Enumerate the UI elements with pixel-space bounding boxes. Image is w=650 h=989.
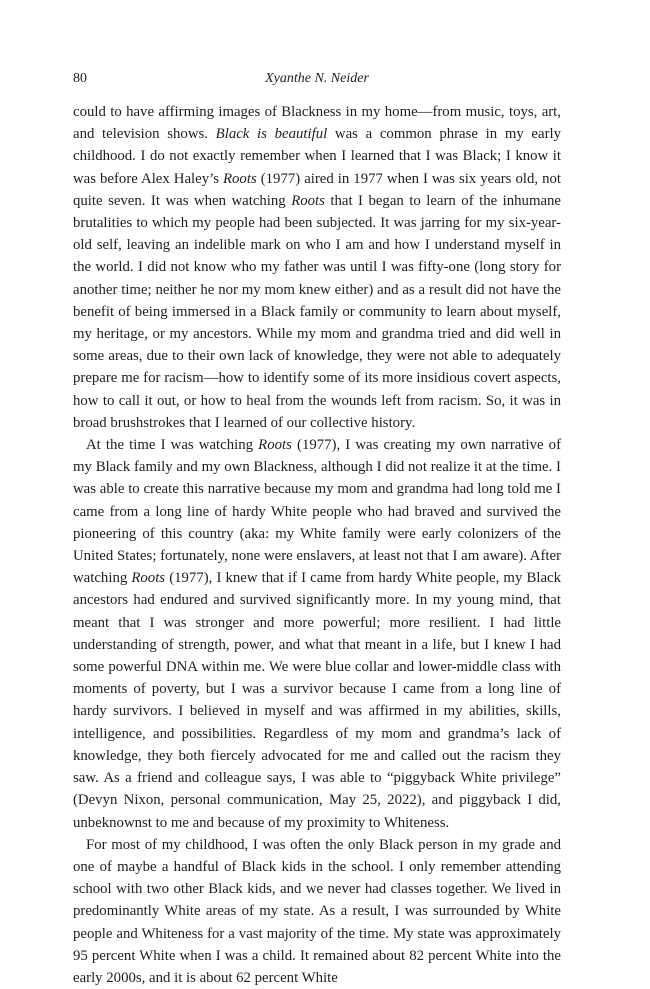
body-text: [73, 101, 561, 989]
italic-title-text: Roots: [223, 170, 257, 187]
paragraph-text: For most of my childhood, I was often the only Black person in my grade and one of maybe a handful of Black kids in the school. I only remember attending school with two other Black kids, and we never had classes together. We lived in predominantly White areas of my state. As a result, I was surrounded by White people and Whiteness for a vast majority of the time. My state was approximately 95 percent White when I was a child. It remained about 82 percent White into the early 2000s, and it is about 62 percent White: [73, 836, 561, 986]
paragraph: [73, 834, 561, 989]
running-head: [73, 68, 561, 90]
paragraph-text: that I began to learn of the inhumane brutalities to which my people had been subjected. It was jarring for my six-year-old self, leaving an indelible mark on who I am and how I understand myself in the world. I did not know who my father was until I was fifty-one (long story for another time; neither he nor my mom knew either) and as a result did not have the benefit of being immersed in a Black family or community to learn about myself, my heritage, or my ancestors. While my mom and grandma tried and did well in some areas, due to their own lack of knowledge, they were not able to adequately prepare me for racism—how to identify some of its more insidious covert aspects, how to call it out, or how to heal from the wounds left from racism. So, it was in broad brushstrokes that I learned of our collective history.: [73, 192, 562, 431]
paragraph: [73, 434, 561, 834]
running-head-author: Xyanthe N. Neider: [265, 71, 369, 86]
italic-title-text: Roots: [291, 192, 325, 209]
italic-title-text: Roots: [258, 437, 292, 454]
paragraph-text: (1977), I was creating my own narrative of my Black family and my own Blackness, although I did not realize it at the time. I was able to create this narrative because my mom and grandma had long told me I came from a long line of hardy White people who had braved and survived the pioneering of this country (aka: my White family were early colonizers of the United States; fortunately, none were enslavers, at least not that I am aware). After watching: [73, 437, 562, 587]
italic-title-text: Roots: [131, 570, 166, 587]
paragraph: [73, 101, 561, 434]
paragraph-text: was a common phrase in my early childhood. I do not exactly remember when I learned that I was Black; I know it was before Alex Haley’s: [73, 126, 561, 187]
paragraph-text: (1977) aired in 1977 when I was six years old, not quite seven. It was when watching: [73, 170, 561, 209]
paragraph-text: could to have affirming images of Blackness in my home—from music, toys, art, and television shows.: [73, 104, 561, 143]
italic-title-text: Black is beautiful: [215, 126, 328, 143]
page-number: 80: [73, 71, 87, 86]
paragraph-text: At the time I was watching: [86, 437, 259, 454]
book-page: [73, 68, 561, 989]
paragraph-text: (1977), I knew that if I came from hardy White people, my Black ancestors had endured and survived significantly more. In my young mind, that meant that I was stronger and more powerful; more resilient. I had little understanding of strength, power, and what that meant in a life, but I knew I had some powerful DNA within me. We were blue collar and lower-middle class with moments of poverty, but I was a survivor because I came from a long line of hardy survivors. I believed in myself and was affirmed in my abilities, skills, intelligence, and possibilities. Regardless of my mom and grandma’s lack of knowledge, they both fiercely advocated for me and called out the racism they saw. As a friend and colleague says, I was able to “piggyback White privilege” (Devyn Nixon, personal communication, May 25, 2022), and piggyback I did, unbeknownst to me and because of my proximity to Whiteness.: [73, 570, 561, 831]
